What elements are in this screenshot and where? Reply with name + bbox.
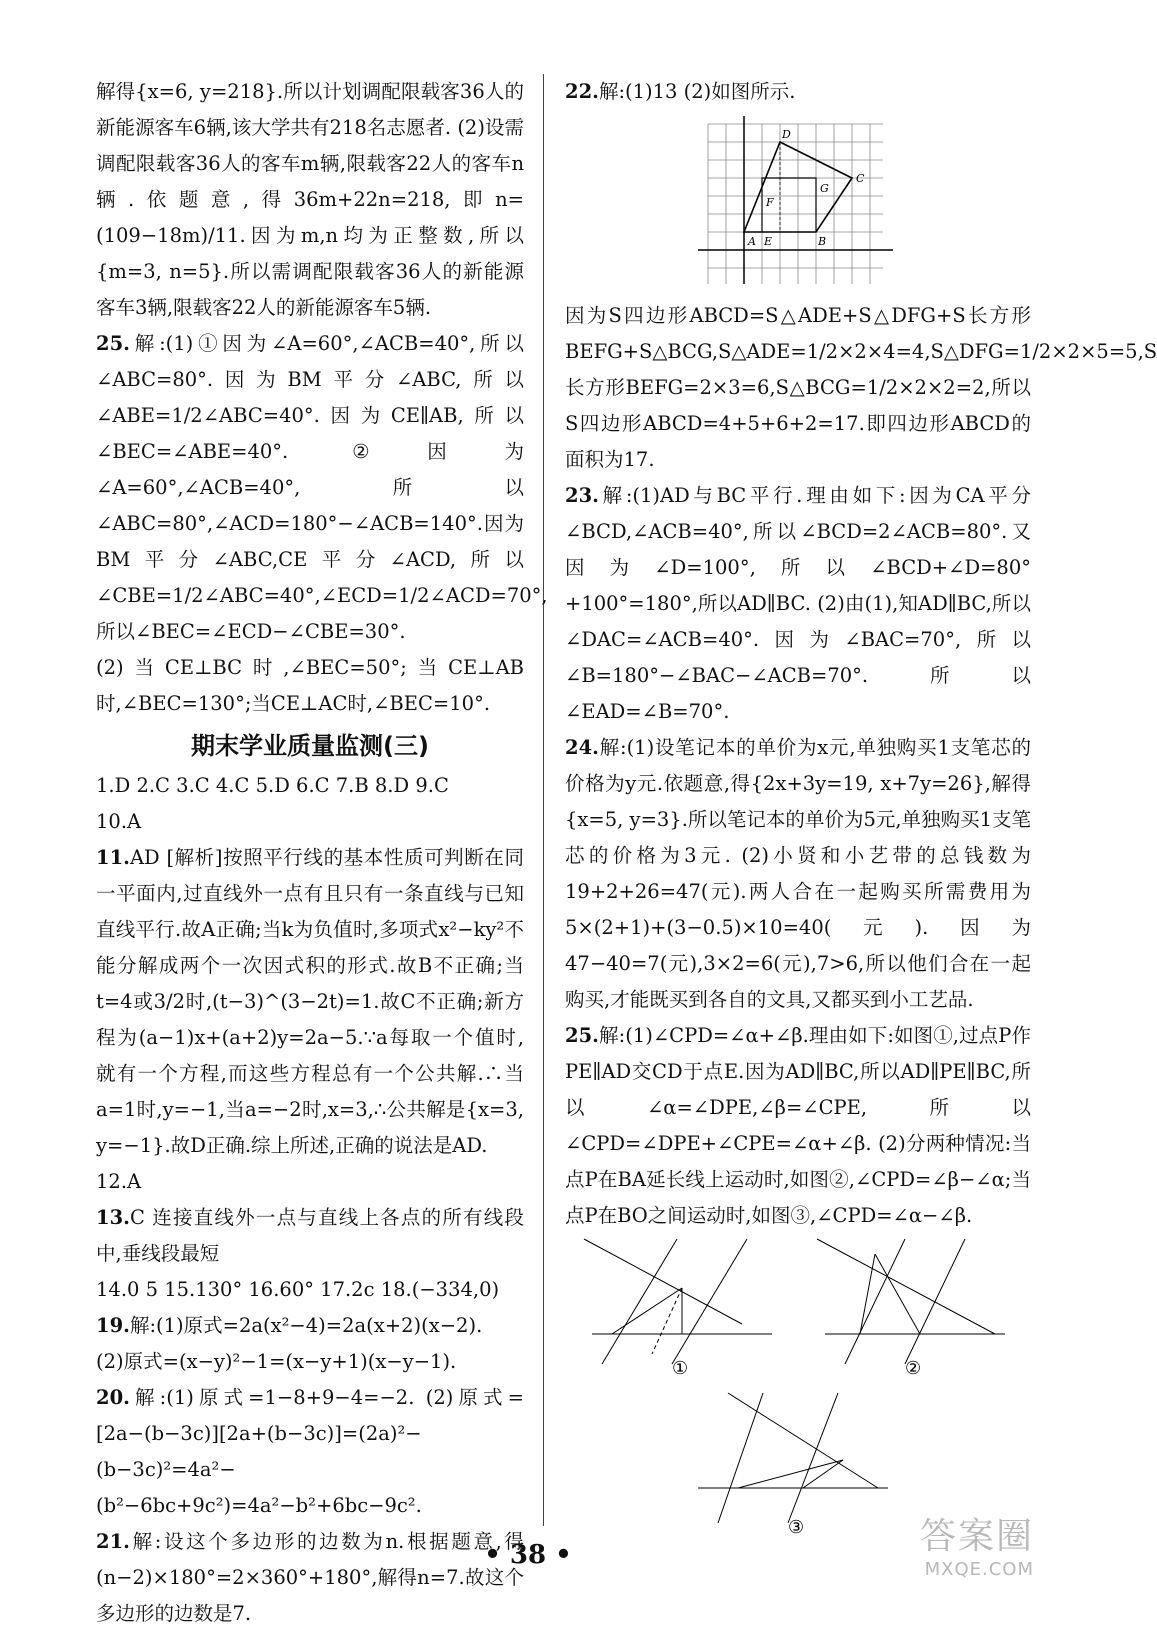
answer-24-continued: 解得{x=6, y=218}.所以计划调配限载客36人的新能源客车6辆,该大学共有218名志愿者. (2)设需调配限载客36人的客车m辆,限载客22人的客车n辆.依题意,得36m+22n=218,即n=(109−18m)/11.因为m,n均为正整数,所以{m=3, n=5}.所以需调配限载客36人的新能源客车3辆,限载客22人的新能源客车5辆. bbox=[96, 80, 524, 319]
figure-label: ① bbox=[671, 1358, 688, 1379]
point-label-b: B bbox=[818, 235, 827, 248]
answer-23 bbox=[565, 478, 1031, 730]
point-label-c: C bbox=[856, 172, 865, 185]
answer-text: 解:(1)AD与BC平行.理由如下:因为CA平分∠BCD,∠ACB=40°,所以∠BCD=2∠ACB=80°.又因为∠D=100°,所以∠BCD+∠D=80°+100°=180°,所以AD∥BC. (2)由(1),知AD∥BC,所以∠DAC=∠ACB=40°.因为∠BAC=70°,所以∠B=180°−∠BAC−∠ACB=70°.所以∠EAD=∠B=70°. bbox=[565, 484, 1031, 723]
line-bc bbox=[905, 1239, 965, 1364]
answer-24 bbox=[565, 730, 1031, 1018]
point-label-d: D bbox=[782, 128, 791, 141]
line-bc bbox=[672, 1239, 747, 1364]
figure-2 bbox=[815, 1234, 1015, 1384]
point-label-a: A bbox=[748, 235, 756, 248]
choice-answers-10: 10.A bbox=[96, 810, 142, 833]
answer-22 bbox=[565, 74, 1031, 110]
question-number: 25. bbox=[96, 332, 130, 355]
right-column bbox=[565, 74, 1157, 1542]
page-number: • 38 • bbox=[484, 1540, 572, 1570]
answer-25 bbox=[96, 326, 548, 650]
answer-text: C 连接直线外一点与直线上各点的所有线段中,垂线段最短 bbox=[96, 1206, 524, 1265]
answer-text: 解:(1)∠CPD=∠α+∠β.理由如下:如图①,过点P作PE∥AD交CD于点E.因为AD∥BC,所以AD∥PE∥BC,所以∠α=∠DPE,∠β=∠CPE,所以∠CPD=∠DPE+∠CPE=∠α+∠β. (2)分两种情况:当点P在BA延长线上运动时,如图②,∠CPD=∠β−∠α;当点P在BO之间运动时,如图③,∠CPD=∠α−∠β. bbox=[565, 1024, 1031, 1227]
watermark-url: MXQE.COM bbox=[924, 1559, 1034, 1580]
figure-label: ② bbox=[904, 1358, 921, 1379]
segment-pd bbox=[738, 1460, 843, 1488]
answer-text: AD [解析]按照平行线的基本性质可判断在同一平面内,过直线外一点有且只有一条直线与已知直线平行.故A正确;当k为负值时,多项式x²−ky²不能分解成两个一次因式积的形式.故B不正确;当t=4或3/2时,(t−3)^(3−2t)=1.故C不正确;新方程为(a−1)x+(a+2)y=2a−5.∵a每取一个值时,就有一个方程,而这些方程总有一个公共解.∴当a=1时,y=−1,当a=−2时,x=3,∴公共解是{x=3, y=−1}.故D正确.综上所述,正确的说法是AD. bbox=[96, 846, 524, 1157]
answer-text: 解:(1)13 (2)如图所示. bbox=[598, 80, 796, 103]
answer-22-area: 因为S四边形ABCD=S△ADE+S△DFG+S长方形BEFG+S△BCG,S△ADE=1/2×2×4=4,S△DFG=1/2×2×5=5,S长方形BEFG=2×3=6,S△BCG=1/2×2×2=2,所以S四边形ABCD=4+5+6+2=17.即四边形ABCD的面积为17. bbox=[565, 304, 1157, 471]
answers-14-18: 14.0 5 15.130° 16.60° 17.2c 18.(−334,0) bbox=[96, 1278, 500, 1301]
question-number: 20. bbox=[96, 1386, 130, 1409]
question-number: 22. bbox=[565, 80, 599, 103]
question-number: 13. bbox=[96, 1206, 130, 1229]
parallel-line-figures bbox=[565, 1234, 1031, 1384]
answer-25-part2: (2)当CE⊥BC时,∠BEC=50°;当CE⊥AB时,∠BEC=130°;当CE⊥AC时,∠BEC=10°. bbox=[96, 656, 524, 715]
column-divider bbox=[543, 74, 544, 1526]
point-label-e: E bbox=[764, 235, 773, 248]
segment-pc bbox=[803, 1460, 843, 1488]
grid-lines bbox=[708, 124, 883, 284]
ray-om bbox=[728, 1393, 878, 1488]
watermark-logo-text: 答案圈 bbox=[919, 1516, 1034, 1557]
answer-12: 12.A bbox=[96, 1170, 142, 1193]
question-number: 23. bbox=[565, 484, 599, 507]
point-label-f: F bbox=[766, 196, 774, 209]
figure-1 bbox=[582, 1234, 782, 1384]
line-ad bbox=[602, 1239, 677, 1364]
answer-13 bbox=[96, 1200, 524, 1272]
question-number: 19. bbox=[96, 1314, 130, 1337]
section-title: 期末学业质量监测(三) bbox=[191, 732, 429, 760]
answer-text: 解:(1)设笔记本的单价为x元,单独购买1支笔芯的价格为y元.依题意,得{2x+3y=19, x+7y=26},解得{x=5, y=3}.所以笔记本的单价为5元,单独购买1支笔芯的价格为3元. (2)小贤和小艺带的总钱数为19+2+26=47(元).两人合在一起购买所需费用为5×(2+1)+(3−0.5)×10=40(元).因为47−40=7(元),3×2=6(元),7>6,所以他们合在一起购买,才能既买到各自的文具,又都买到小工艺品. bbox=[565, 736, 1031, 1011]
ray-om bbox=[817, 1239, 995, 1334]
answer-text: 解:(1)原式=2a(x²−4)=2a(x+2)(x−2). bbox=[129, 1314, 483, 1337]
question-number: 25. bbox=[565, 1024, 599, 1047]
segment-pd bbox=[612, 1288, 682, 1334]
answer-19-part2: (2)原式=(x−y)²−1=(x−y+1)(x−y−1). bbox=[96, 1350, 457, 1373]
answer-25 bbox=[565, 1018, 1031, 1234]
answer-text: 解:设这个多边形的边数为n.根据题意,得(n−2)×180°=2×360°+180°,解得n=7.故这个多边形的边数是7. bbox=[96, 1530, 524, 1625]
answer-text: 解:(1)原式=1−8+9−4=−2. (2)原式=[2a−(b−3c)][2a+(b−3c)]=(2a)²−(b−3c)²=4a²−(b²−6bc+9c²)=4a²−b²+6bc−9c². bbox=[96, 1386, 524, 1517]
answer-11 bbox=[96, 840, 524, 1164]
question-number: 24. bbox=[565, 736, 599, 759]
watermark bbox=[884, 1508, 1034, 1580]
point-label-g: G bbox=[820, 182, 829, 195]
coordinate-grid-figure bbox=[698, 114, 898, 294]
answer-20 bbox=[96, 1380, 524, 1524]
segment-pc bbox=[875, 1254, 920, 1334]
figure-label: ③ bbox=[788, 1517, 805, 1538]
answer-19 bbox=[96, 1308, 524, 1344]
question-number: 21. bbox=[96, 1530, 130, 1553]
answer-text: 解:(1)①因为∠A=60°,∠ACB=40°,所以∠ABC=80°.因为BM平分∠ABC,所以∠ABE=1/2∠ABC=40°.因为CE∥AB,所以∠BEC=∠ABE=40°. ②因为∠A=60°,∠ACB=40°,所以∠ABC=80°,∠ACD=180°−∠ACB=140°.因为BM平分∠ABC,CE平分∠ACD,所以∠CBE=1/2∠ABC=40°,∠ECD=1/2∠ACD=70°,所以∠BEC=∠ECD−∠CBE=30°. bbox=[96, 332, 548, 643]
choice-answers: 1.D 2.C 3.C 4.C 5.D 6.C 7.B 8.D 9.C bbox=[96, 774, 449, 797]
figure-3 bbox=[678, 1388, 918, 1538]
line-ad bbox=[845, 1239, 905, 1364]
line-ad bbox=[718, 1393, 763, 1523]
question-number: 11. bbox=[96, 846, 130, 869]
ray-om bbox=[584, 1239, 742, 1324]
